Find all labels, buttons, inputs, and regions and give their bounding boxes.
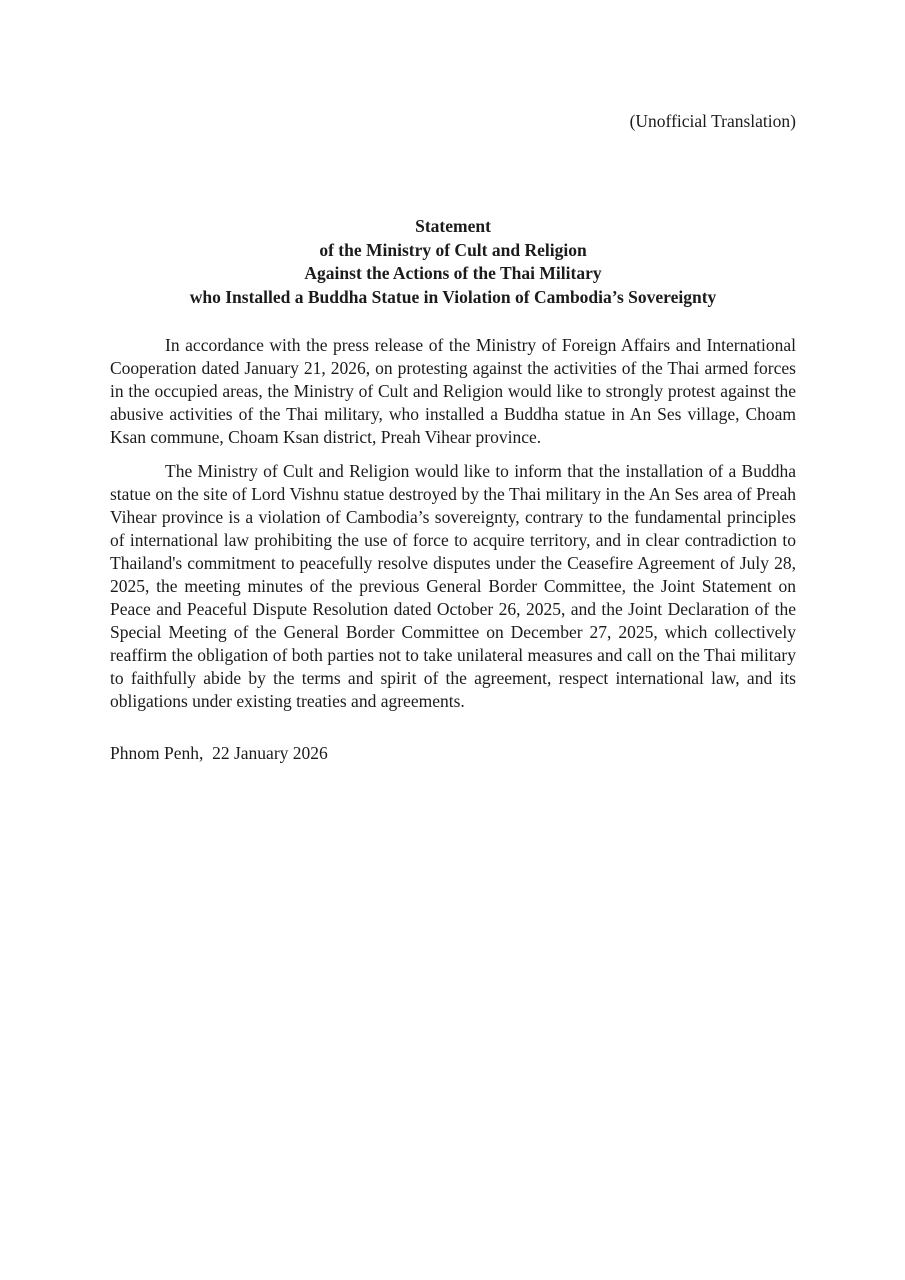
title-line-3: Against the Actions of the Thai Military xyxy=(304,263,602,283)
document-body xyxy=(110,334,796,713)
paragraph-1: In accordance with the press release of the Ministry of Foreign Affairs and International Cooperation dated January 21, 2026, on protesting against the activities of the Thai armed forces in the occupied areas, the Ministry of Cult and Religion would like to strongly protest against the abusive activities of the Thai military, who installed a Buddha statue in An Ses village, Choam Ksan commune, Choam Ksan district, Preah Vihear province. xyxy=(110,335,796,447)
title-line-1: Statement xyxy=(415,216,491,236)
paragraph-2: The Ministry of Cult and Religion would like to inform that the installation of a Buddha statue on the site of Lord Vishnu statue destroyed by the Thai military in the An Ses area of Preah Vihear province is a violation of Cambodia’s sovereignty, contrary to the fundamental principles of international law prohibiting the use of force to acquire territory, and in clear contradiction to Thailand's commitment to peacefully resolve disputes under the Ceasefire Agreement of July 28, 2025, the meeting minutes of the previous General Border Committee, the Joint Statement on Peace and Peaceful Dispute Resolution dated October 26, 2025, and the Joint Declaration of the Special Meeting of the General Border Committee on December 27, 2025, which collectively reaffirm the obligation of both parties not to take unilateral measures and call on the Thai military to faithfully abide by the terms and spirit of the agreement, respect international law, and its obligations under existing treaties and agreements. xyxy=(110,461,796,711)
document-content xyxy=(110,0,796,765)
document-title xyxy=(110,215,796,309)
title-line-2: of the Ministry of Cult and Religion xyxy=(319,239,587,260)
title-line-4: who Installed a Buddha Statue in Violation of Cambodia’s Sovereignty xyxy=(189,286,717,307)
dateline: Phnom Penh, 22 January 2026 xyxy=(110,743,328,763)
translation-note: (Unofficial Translation) xyxy=(629,111,796,131)
